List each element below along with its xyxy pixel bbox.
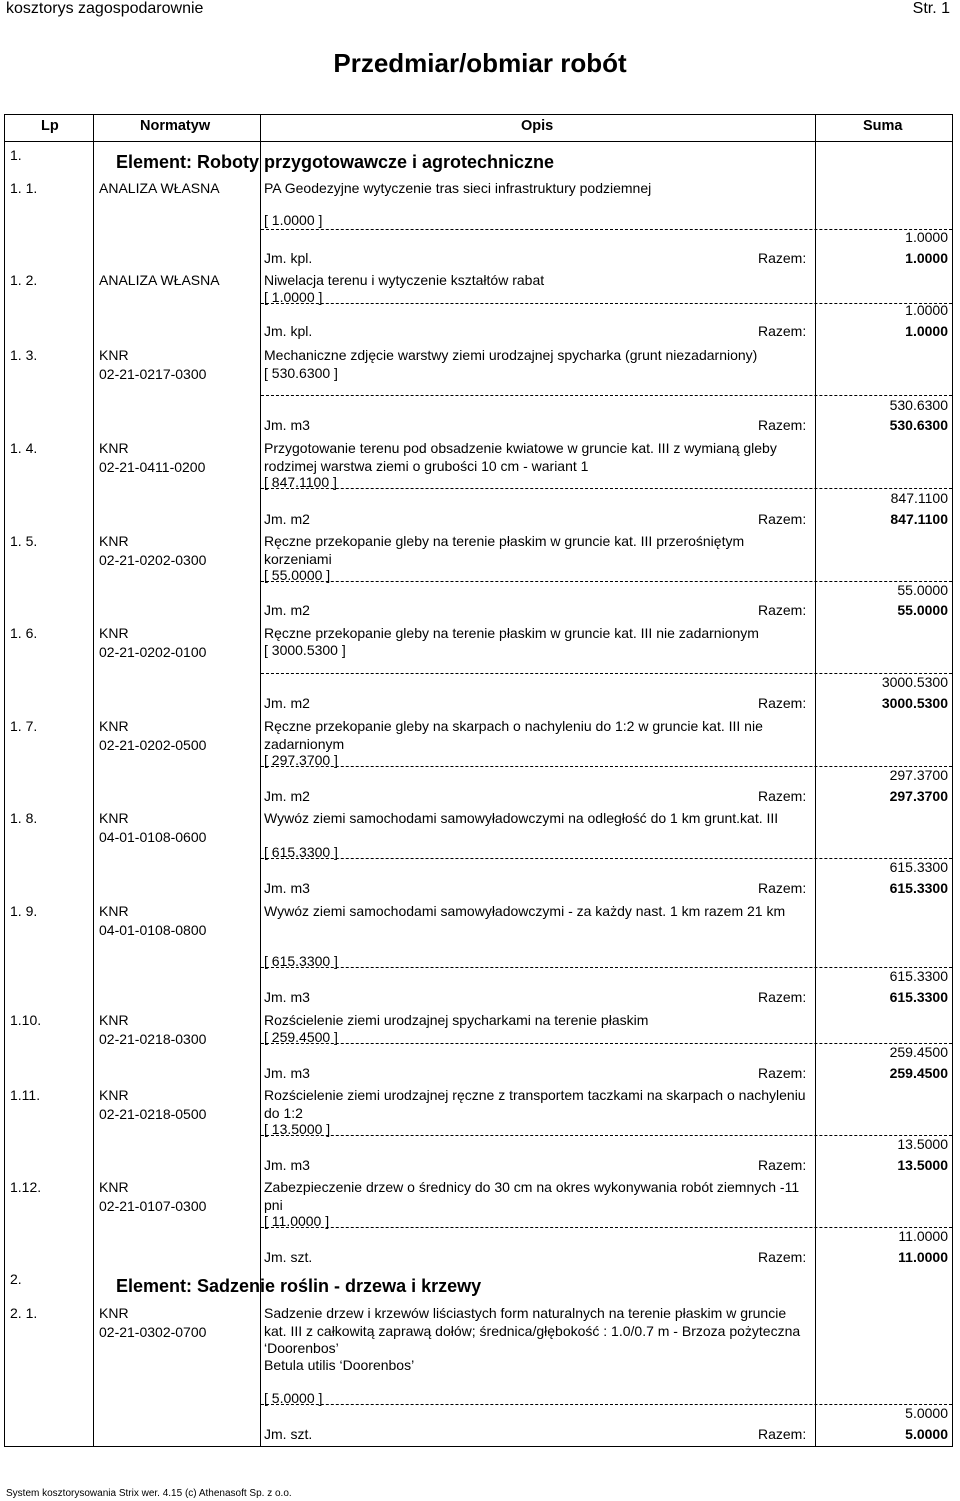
item-value: 1.0000 xyxy=(905,302,948,318)
dashed-divider xyxy=(261,395,952,396)
item-lp: 1.12. xyxy=(10,1179,42,1195)
column-header-normatyw: Normatyw xyxy=(140,118,211,134)
razem-label: Razem: xyxy=(758,989,807,1005)
item-value: 55.0000 xyxy=(897,582,948,598)
item-value: 615.3300 xyxy=(889,968,948,984)
item-description: Przygotowanie terenu pod obsadzenie kwiatowe w gruncie kat. III z wymianą gleby rodzimej warstwa ziemi o grubości 10 cm - wariant 1 xyxy=(264,440,777,474)
table-frame xyxy=(4,114,953,1447)
item-formula: [ 530.6300 ] xyxy=(264,365,338,381)
dashed-divider xyxy=(261,488,952,489)
item-description: Rozścielenie ziemi urodzajnej spycharkami na terenie płaskim xyxy=(264,1012,649,1028)
item-value: 847.1100 xyxy=(890,490,948,506)
item-value: 297.3700 xyxy=(889,767,948,783)
item-formula: [ 55.0000 ] xyxy=(264,567,331,583)
item-lp: 1. 1. xyxy=(10,180,38,196)
razem-label: Razem: xyxy=(758,417,807,433)
item-norm-code: 02-21-0202-0300 xyxy=(99,552,207,568)
dashed-divider xyxy=(261,1227,952,1228)
dashed-divider xyxy=(261,1404,952,1405)
razem-label: Razem: xyxy=(758,1065,807,1081)
page-number: Str. 1 xyxy=(912,0,950,17)
item-formula: [ 3000.5300 ] xyxy=(264,642,346,658)
item-norm: ANALIZA WŁASNA xyxy=(99,180,220,196)
dashed-divider xyxy=(261,766,952,767)
item-unit: Jm. m3 xyxy=(264,880,310,896)
item-total: 1.0000 xyxy=(905,323,948,339)
item-unit: Jm. kpl. xyxy=(264,323,313,339)
item-total: 11.0000 xyxy=(898,1249,948,1265)
item-norm-source: KNR xyxy=(99,718,129,734)
element-number: 2. xyxy=(10,1271,22,1287)
item-description: PA Geodezyjne wytyczenie tras sieci infrastruktury podziemnej xyxy=(264,180,652,196)
item-unit: Jm. m3 xyxy=(264,989,310,1005)
column-divider xyxy=(815,114,816,1447)
item-norm-code: 02-21-0202-0500 xyxy=(99,737,207,753)
item-value: 615.3300 xyxy=(889,859,948,875)
item-norm: ANALIZA WŁASNA xyxy=(99,272,220,288)
item-norm-source: KNR xyxy=(99,903,129,919)
item-value: 530.6300 xyxy=(889,397,948,413)
dashed-divider xyxy=(261,967,952,968)
item-lp: 1. 2. xyxy=(10,272,38,288)
item-unit: Jm. m2 xyxy=(264,788,310,804)
element-title: Element: Sadzenie roślin - drzewa i krzewy xyxy=(116,1276,482,1296)
item-description: Ręczne przekopanie gleby na terenie płaskim w gruncie kat. III nie zadarnionym xyxy=(264,625,759,641)
page-title: Przedmiar/obmiar robót xyxy=(333,48,627,78)
item-description: Ręczne przekopanie gleby na skarpach o nachyleniu do 1:2 w gruncie kat. III nie zadarnionym xyxy=(264,718,763,752)
item-lp: 1.10. xyxy=(10,1012,42,1028)
item-unit: Jm. m2 xyxy=(264,695,310,711)
item-lp: 1. 5. xyxy=(10,533,38,549)
item-norm-code: 02-21-0218-0500 xyxy=(99,1106,207,1122)
item-unit: Jm. szt. xyxy=(264,1249,313,1265)
razem-label: Razem: xyxy=(758,695,807,711)
column-header-opis: Opis xyxy=(521,118,554,134)
item-unit: Jm. m2 xyxy=(264,602,310,618)
item-formula: [ 5.0000 ] xyxy=(264,1390,323,1406)
item-formula: [ 11.0000 ] xyxy=(264,1213,330,1229)
item-description: Wywóz ziemi samochodami samowyładowczymi - za każdy nast. 1 km razem 21 km xyxy=(264,903,786,919)
item-value: 3000.5300 xyxy=(881,674,948,690)
item-description: Sadzenie drzew i krzewów liściastych form naturalnych na terenie płaskim w gruncie kat. III z całkowitą zaprawą dołów; średnica/głębokość : 1.0/0.7 m - Brzoza pożyteczna ‘Doorenbos’ xyxy=(264,1305,801,1356)
dashed-divider xyxy=(261,1135,952,1136)
item-formula: [ 1.0000 ] xyxy=(264,289,323,305)
item-norm-source: KNR xyxy=(99,625,129,641)
item-total: 530.6300 xyxy=(889,417,948,433)
item-description: Mechaniczne zdjęcie warstwy ziemi urodzajnej spycharka (grunt niezadarniony) xyxy=(264,347,758,363)
element-title: Element: Roboty przygotowawcze i agrotechniczne xyxy=(116,152,555,172)
item-value: 13.5000 xyxy=(897,1136,948,1152)
item-formula: [ 297.3700 ] xyxy=(264,752,338,768)
item-formula: [ 615.3300 ] xyxy=(264,844,338,860)
dashed-divider xyxy=(261,229,952,230)
item-formula: [ 615.3300 ] xyxy=(264,953,338,969)
razem-label: Razem: xyxy=(758,511,807,527)
razem-label: Razem: xyxy=(758,1249,807,1265)
item-formula: [ 259.4500 ] xyxy=(264,1029,338,1045)
item-total: 1.0000 xyxy=(905,250,948,266)
item-total: 5.0000 xyxy=(905,1426,948,1442)
item-unit: Jm. m3 xyxy=(264,1065,310,1081)
item-total: 3000.5300 xyxy=(881,695,948,711)
item-lp: 1. 3. xyxy=(10,347,38,363)
item-norm-source: KNR xyxy=(99,347,129,363)
item-total: 259.4500 xyxy=(889,1065,948,1081)
item-unit: Jm. m3 xyxy=(264,1157,310,1173)
item-norm-code: 02-21-0202-0100 xyxy=(99,644,207,660)
item-value: 259.4500 xyxy=(889,1044,948,1060)
item-lp: 1. 4. xyxy=(10,440,38,456)
item-formula: [ 847.1100 ] xyxy=(264,474,337,490)
item-norm-code: 04-01-0108-0600 xyxy=(99,829,207,845)
item-description: Wywóz ziemi samochodami samowyładowczymi na odległość do 1 km grunt.kat. III xyxy=(264,810,779,826)
item-lp: 1. 9. xyxy=(10,903,38,919)
item-norm-code: 02-21-0411-0200 xyxy=(99,459,206,475)
item-unit: Jm. kpl. xyxy=(264,250,313,266)
item-lp: 1.11. xyxy=(10,1087,41,1103)
element-number: 1. xyxy=(10,147,22,163)
item-norm-source: KNR xyxy=(99,810,129,826)
item-norm-code: 02-21-0302-0700 xyxy=(99,1324,207,1340)
item-description-line: Betula utilis ‘Doorenbos’ xyxy=(264,1357,415,1373)
item-lp: 1. 6. xyxy=(10,625,38,641)
item-norm-source: KNR xyxy=(99,1305,129,1321)
item-total: 615.3300 xyxy=(889,880,948,896)
column-divider xyxy=(260,114,261,1447)
item-norm-source: KNR xyxy=(99,1012,129,1028)
item-total: 615.3300 xyxy=(889,989,948,1005)
item-norm-source: KNR xyxy=(99,440,129,456)
item-value: 11.0000 xyxy=(898,1228,948,1244)
column-header-suma: Suma xyxy=(863,118,903,134)
razem-label: Razem: xyxy=(758,1426,807,1442)
column-header-lp: Lp xyxy=(41,118,59,134)
dashed-divider xyxy=(261,858,952,859)
item-total: 55.0000 xyxy=(897,602,948,618)
item-formula: [ 1.0000 ] xyxy=(264,212,323,228)
razem-label: Razem: xyxy=(758,788,807,804)
dashed-divider xyxy=(261,581,952,582)
item-total: 847.1100 xyxy=(890,511,948,527)
razem-label: Razem: xyxy=(758,1157,807,1173)
razem-label: Razem: xyxy=(758,602,807,618)
document-title-header: kosztorys zagospodarownie xyxy=(6,0,204,17)
dashed-divider xyxy=(261,673,952,674)
item-lp: 1. 8. xyxy=(10,810,38,826)
footer-credits: System kosztorysowania Strix wer. 4.15 (c) Athenasoft Sp. z o.o. xyxy=(6,1488,292,1499)
item-value: 1.0000 xyxy=(905,229,948,245)
item-value: 5.0000 xyxy=(905,1405,948,1421)
header-row-divider xyxy=(4,141,953,142)
item-description: Ręczne przekopanie gleby na terenie płaskim w gruncie kat. III przerośniętym korzeniami xyxy=(264,533,745,567)
item-unit: Jm. m2 xyxy=(264,511,310,527)
item-total: 13.5000 xyxy=(897,1157,948,1173)
item-norm-source: KNR xyxy=(99,533,129,549)
item-norm-code: 04-01-0108-0800 xyxy=(99,922,207,938)
item-description: Rozścielenie ziemi urodzajnej ręczne z transportem taczkami na skarpach o nachyleniu do 1:2 xyxy=(264,1087,806,1121)
item-norm-code: 02-21-0217-0300 xyxy=(99,366,207,382)
razem-label: Razem: xyxy=(758,250,807,266)
item-lp: 2. 1. xyxy=(10,1305,38,1321)
item-lp: 1. 7. xyxy=(10,718,38,734)
razem-label: Razem: xyxy=(758,880,807,896)
item-description: Niwelacja terenu i wytyczenie kształtów rabat xyxy=(264,272,545,288)
item-norm-source: KNR xyxy=(99,1179,129,1195)
item-norm-source: KNR xyxy=(99,1087,129,1103)
item-total: 297.3700 xyxy=(889,788,948,804)
item-formula: [ 13.5000 ] xyxy=(264,1121,331,1137)
item-unit: Jm. m3 xyxy=(264,417,310,433)
item-unit: Jm. szt. xyxy=(264,1426,313,1442)
dashed-divider xyxy=(261,1043,952,1044)
dashed-divider xyxy=(261,303,952,304)
razem-label: Razem: xyxy=(758,323,807,339)
column-divider xyxy=(93,114,94,1447)
item-norm-code: 02-21-0218-0300 xyxy=(99,1031,207,1047)
item-norm-code: 02-21-0107-0300 xyxy=(99,1198,207,1214)
item-description: Zabezpieczenie drzew o średnicy do 30 cm na okres wykonywania robót ziemnych -11 pni xyxy=(264,1179,800,1213)
